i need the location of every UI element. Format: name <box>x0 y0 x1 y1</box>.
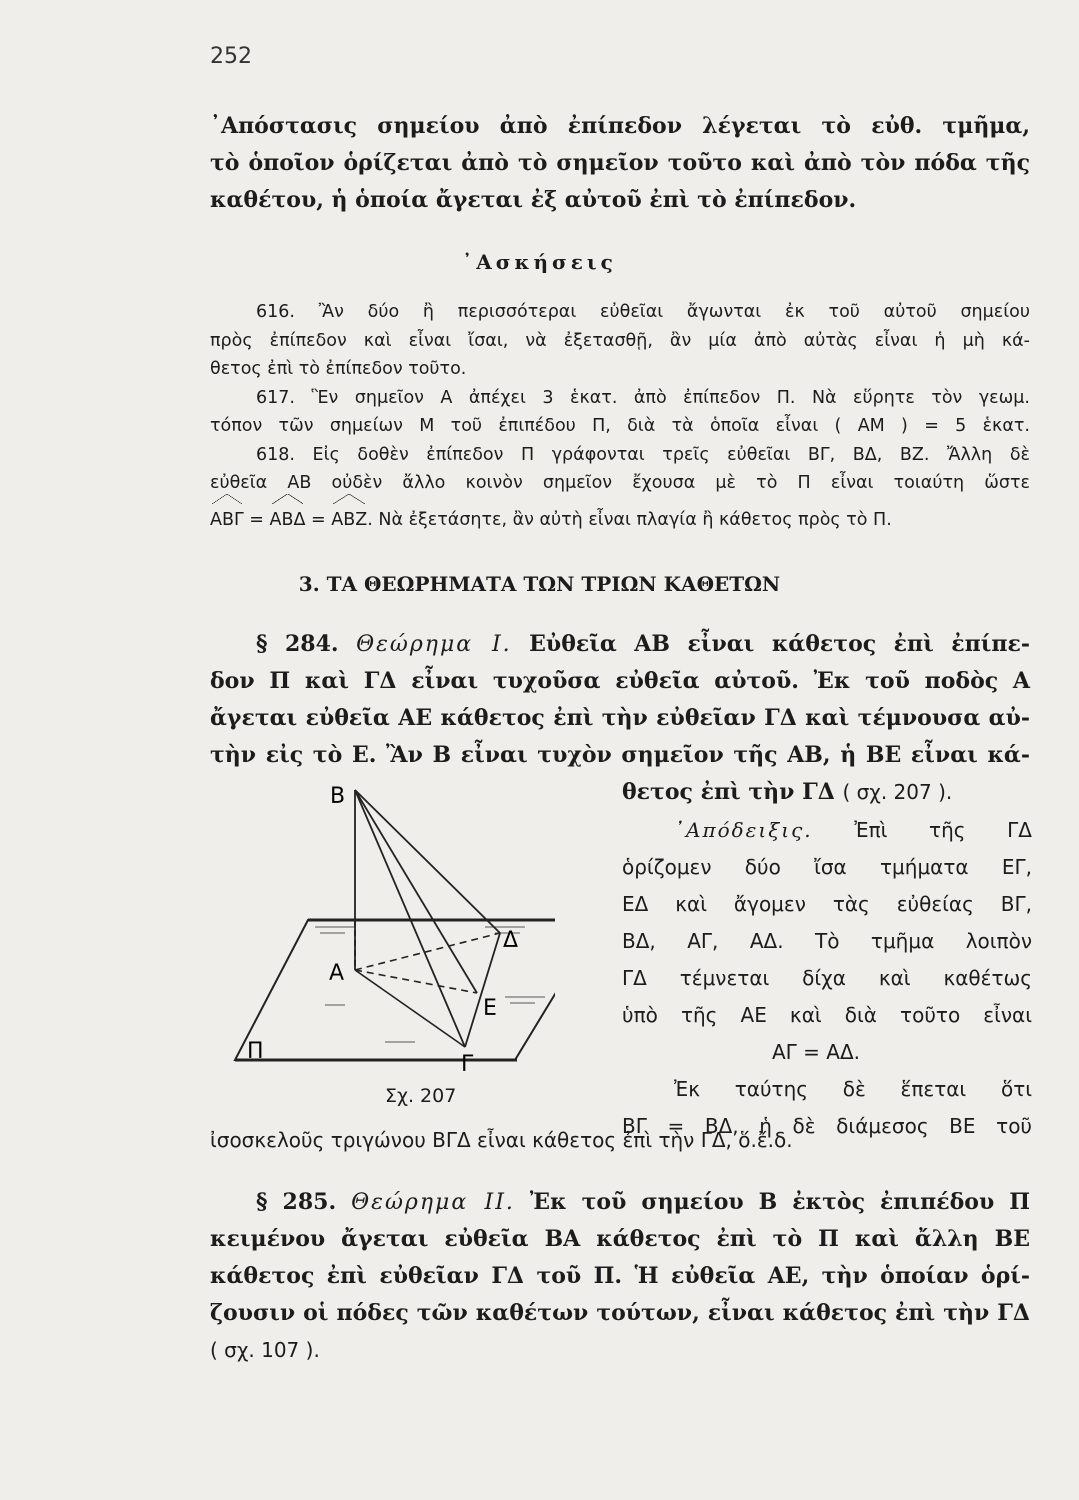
proof-block <box>622 812 1032 1145</box>
segment-ae <box>355 970 477 993</box>
exercises-block <box>210 298 1030 534</box>
label-pi: Π <box>247 1039 264 1064</box>
angle-abd: ΑΒΔ <box>270 506 306 535</box>
definition-paragraph <box>210 108 1030 219</box>
text-line: ΒΔ, ΑΓ, ΑΔ. Τὸ τμῆμα λοιπὸν <box>622 929 1032 953</box>
page-number: 252 <box>210 44 252 69</box>
text-line <box>622 812 1032 849</box>
angle-abz: ΑΒΖ <box>331 506 367 535</box>
exercises-title: ᾿Ασκήσεις <box>462 250 617 274</box>
segment-ad <box>355 933 500 970</box>
text-line: ὑπὸ τῆς ΑΕ καὶ διὰ τοῦτο εἶναι <box>622 1003 1032 1027</box>
proof-label: ᾿Απόδειξις. <box>674 818 813 842</box>
label-d: Δ <box>503 928 519 953</box>
text-line: κάθετος ἐπὶ εὐθεῖαν ΓΔ τοῦ Π. Ἡ εὐθεῖα ΑΕ, τὴν ὁποίαν ὁρί- <box>210 1263 1030 1289</box>
text-span: Ἐκ τοῦ σημείου Β ἐκτὸς ἐπιπέδου Π <box>529 1189 1030 1215</box>
segment-gd <box>465 933 500 1047</box>
figure-caption: Σχ. 207 <box>385 1085 457 1107</box>
text-line: ὁρίζομεν δύο ἴσα τμήματα ΕΓ, <box>622 855 1032 879</box>
text-line: ΓΔ τέμνεται δίχα καὶ καθέτως <box>622 966 1032 990</box>
equals: = <box>243 509 270 530</box>
text-line: τὸ ὁποῖον ὁρίζεται ἀπὸ τὸ σημεῖον τοῦτο καὶ ἀπὸ τὸν πόδα τῆς <box>210 150 1030 176</box>
equals: = <box>305 509 332 530</box>
text-line: ΑΓ = ΑΔ. <box>772 1040 861 1064</box>
text-span: θετος ἐπὶ τὴν ΓΔ <box>622 779 835 805</box>
text-line: ζουσιν οἱ πόδες τῶν καθέτων τούτων, εἶναι κάθετος ἐπὶ τὴν ΓΔ <box>210 1300 1030 1326</box>
figure-ref: ( σχ. 107 ). <box>210 1338 320 1362</box>
text-line: τόπον τῶν σημείων Μ τοῦ ἐπιπέδου Π, διὰ τὰ ὁποῖα εἶναι ( ΑΜ ) = 5 ἑκατ. <box>210 416 1030 436</box>
figure-ref: ( σχ. 207 ). <box>842 780 953 804</box>
theorem-name: Θεώρημα I. <box>356 632 512 657</box>
text-line: 616. Ἂν δύο ἢ περισσότεραι εὐθεῖαι ἄγωνται ἐκ τοῦ αὐτοῦ σημείου <box>256 302 1030 322</box>
text-line: ᾿Απόστασις σημείου ἀπὸ ἐπίπεδον λέγεται τὸ εὐθ. τμῆμα, <box>210 113 1030 139</box>
figure-207 <box>225 775 555 1115</box>
text-line: δον Π καὶ ΓΔ εἶναι τυχοῦσα εὐθεῖα αὐτοῦ. Ἐκ τοῦ ποδὸς Α <box>210 668 1030 694</box>
text-line: κειμένου ἄγεται εὐθεῖα ΒΑ κάθετος ἐπὶ τὸ Π καὶ ἄλλη ΒΕ <box>210 1226 1030 1252</box>
section-heading: 3. ΤΑ ΘΕΩΡΗΜΑΤΑ ΤΩΝ ΤΡΙΩΝ ΚΑΘΕΤΩΝ <box>298 572 781 596</box>
label-a: Α <box>329 961 345 986</box>
text-line: 618. Εἰς δοθὲν ἐπίπεδον Π γράφονται τρεῖς εὐθεῖαι ΒΓ, ΒΔ, ΒΖ. Ἄλλη δὲ <box>256 444 1030 465</box>
text-span: Ἐπὶ τῆς ΓΔ <box>854 818 1032 842</box>
text-line: ἰσοσκελοῦς τριγώνου ΒΓΔ εἶναι κάθετος ἐπὶ τὴν ΓΔ, ὅ.ἔ.δ. <box>210 1128 793 1152</box>
section-number: § 284. <box>256 631 339 657</box>
text-rest: . Νὰ ἐξετάσητε, ἂν αὐτὴ εἶναι πλαγία ἢ κάθετος πρὸς τὸ Π. <box>367 509 892 530</box>
text-line: ἄγεται εὐθεῖα ΑΕ κάθετος ἐπὶ τὴν εὐθεῖαν ΓΔ καὶ τέμνουσα αὐ- <box>210 705 1030 731</box>
text-line: εὐθεῖα ΑΒ οὐδὲν ἄλλο κοινὸν σημεῖον ἔχουσα μὲ τὸ Π εἶναι τοιαύτη ὥστε <box>210 473 1030 493</box>
theorem-name: Θεώρημα II. <box>351 1190 515 1215</box>
text-line: 617. Ἓν σημεῖον Α ἀπέχει 3 ἑκατ. ἀπὸ ἐπίπεδον Π. Νὰ εὕρητε τὸν γεωμ. <box>256 387 1030 408</box>
theorem-1 <box>210 626 1030 774</box>
angle-abg: ΑΒΓ <box>210 506 244 535</box>
text-line <box>210 506 1030 535</box>
proof-conclusion <box>210 1122 1030 1159</box>
theorem-1-tail <box>622 774 1032 811</box>
text-line: ΕΔ καὶ ἄγομεν τὰς εὐθείας ΒΓ, <box>622 892 1032 916</box>
text-line: πρὸς ἐπίπεδον καὶ εἶναι ἴσαι, νὰ ἐξετασθῇ, ἂν μία ἀπὸ αὐτὰς εἶναι ἡ μὴ κά- <box>210 330 1030 351</box>
text-span: Εὐθεῖα ΑΒ εἶναι κάθετος ἐπὶ ἐπίπε- <box>529 631 1030 657</box>
theorem-2 <box>210 1184 1030 1369</box>
text-line: τὴν εἰς τὸ Ε. Ἂν Β εἶναι τυχὸν σημεῖον τῆς ΑΒ, ἡ ΒΕ εἶναι κά- <box>210 742 1030 768</box>
text-line <box>622 774 1032 811</box>
label-g: Γ <box>461 1052 474 1077</box>
text-line <box>210 1184 1030 1221</box>
text-line: καθέτου, ἡ ὁποία ἄγεται ἐξ αὐτοῦ ἐπὶ τὸ ἐπίπεδον. <box>210 187 857 213</box>
section-number: § 285. <box>256 1189 337 1215</box>
text-line: θετος ἐπὶ τὸ ἐπίπεδον τοῦτο. <box>210 359 467 379</box>
label-e: Ε <box>483 996 497 1021</box>
label-b: Β <box>330 784 346 809</box>
text-line: Ἐκ ταύτης δὲ ἕπεται ὅτι <box>674 1077 1032 1101</box>
text-line: ΒΓ = ΒΔ, ἡ δὲ διάμεσος ΒΕ τοῦ <box>622 1114 1032 1138</box>
text-line <box>210 626 1030 663</box>
